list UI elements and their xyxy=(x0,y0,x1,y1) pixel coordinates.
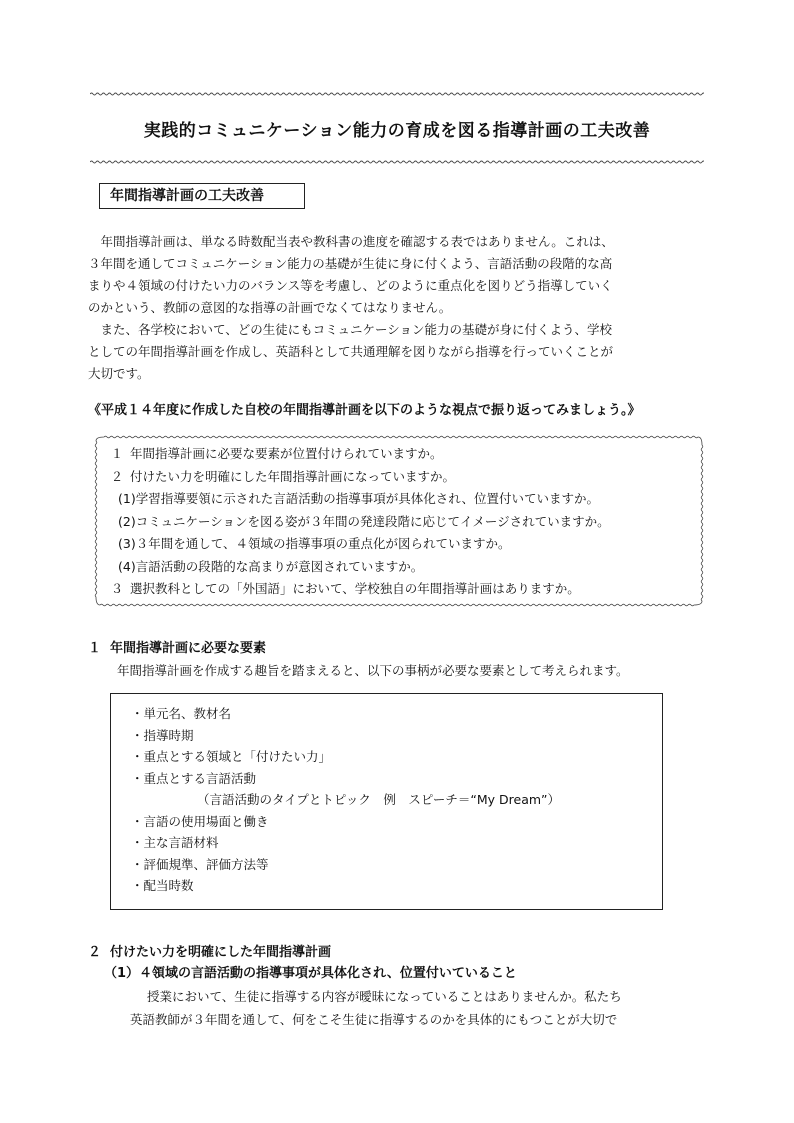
intro-line: ３年間を通してコミュニケーション能力の基礎が生徒に身に付くよう、言語活動の段階的な高 xyxy=(88,256,613,271)
element-item: ・重点とする言語活動 xyxy=(131,770,257,786)
section-number: １ xyxy=(88,641,102,656)
review-checklist xyxy=(104,443,699,601)
element-item: ・評価規準、評価方法等 xyxy=(131,856,269,872)
section-2-heading xyxy=(88,942,331,964)
required-elements-list xyxy=(131,703,560,897)
review-item: (3)３年間を通して、４領域の指導事項の重点化が図られていますか。 xyxy=(118,536,511,551)
section-number: ２ xyxy=(88,945,102,960)
intro-line: まりや４領域の付けたい力のバランス等を考慮し、どのように重点化を図りどう指導していく xyxy=(88,278,613,293)
section-2-paragraph xyxy=(130,986,720,1031)
section-label-box: 年間指導計画の工夫改善 xyxy=(99,183,305,209)
section-title: 年間指導計画に必要な要素 xyxy=(110,641,267,656)
element-item: ・重点とする領域と「付けたい力」 xyxy=(131,749,332,764)
element-item: ・主な言語材料 xyxy=(131,835,219,850)
intro-line: 年間指導計画は、単なる時数配当表や教科書の進度を確認する表ではありません。これは、 xyxy=(88,234,614,249)
review-item: ３ 選択教科としての「外国語」において、学校独自の年間指導計画はありますか。 xyxy=(110,581,580,596)
section-2-subheading: （1）４領域の言語活動の指導事項が具体化され、位置付いていること xyxy=(104,966,517,981)
wavy-divider-bottom xyxy=(90,158,704,166)
review-item: (2)コミュニケーションを図る姿が３年間の発達段階に応じてイメージされていますか。 xyxy=(118,513,610,529)
intro-line: のかという、教師の意図的な指導の計画でなくてはなりません。 xyxy=(88,300,452,315)
intro-paragraph xyxy=(88,231,710,385)
intro-line: としての年間指導計画を作成し、英語科として共通理解を図りながら指導を行っていくことが xyxy=(88,344,614,359)
review-item: ２ 付けたい力を明確にした年間指導計画になっていますか。 xyxy=(110,468,456,484)
element-item: ・配当時数 xyxy=(131,878,194,893)
element-item: ・指導時期 xyxy=(131,727,194,743)
element-item: ・言語の使用場面と働き xyxy=(131,813,269,829)
intro-line: また、各学校において、どの生徒にもコミュニケーション能力の基礎が身に付くよう、学校 xyxy=(88,322,613,337)
section-1-text: 年間指導計画を作成する趣旨を踏まえると、以下の事柄が必要な要素として考えられます。 xyxy=(117,663,629,678)
section-2-line: 英語教師が３年間を通して、何をこそ生徒に指導するのかを具体的にもつことが大切で xyxy=(130,1011,618,1027)
review-checklist-box xyxy=(94,435,704,607)
page-title: 実践的コミュニケーション能力の育成を図る指導計画の工夫改善 xyxy=(143,121,651,141)
review-item: (1)学習指導要領に示された言語活動の指導事項が具体化され、位置付いていますか。 xyxy=(118,491,599,506)
section-2-line: 授業において、生徒に指導する内容が曖昧になっていることはありませんか。私たち xyxy=(147,989,622,1004)
review-item: １ 年間指導計画に必要な要素が位置付けられていますか。 xyxy=(110,446,443,461)
intro-line: 大切です。 xyxy=(88,366,150,381)
wavy-divider-top xyxy=(90,90,704,98)
section-1-heading xyxy=(88,638,266,660)
review-heading: 《平成１４年度に作成した自校の年間指導計画を以下のような視点で振り返ってみましょう。》 xyxy=(88,403,641,418)
section-title: 付けたい力を明確にした年間指導計画 xyxy=(110,945,332,960)
element-item: ・単元名、教材名 xyxy=(131,706,232,721)
required-elements-box xyxy=(110,693,663,910)
element-note: （言語活動のタイプとトピック 例 スピーチ＝“My Dream”） xyxy=(197,792,561,807)
review-item: (4)言語活動の段階的な高まりが意図されていますか。 xyxy=(118,558,424,574)
